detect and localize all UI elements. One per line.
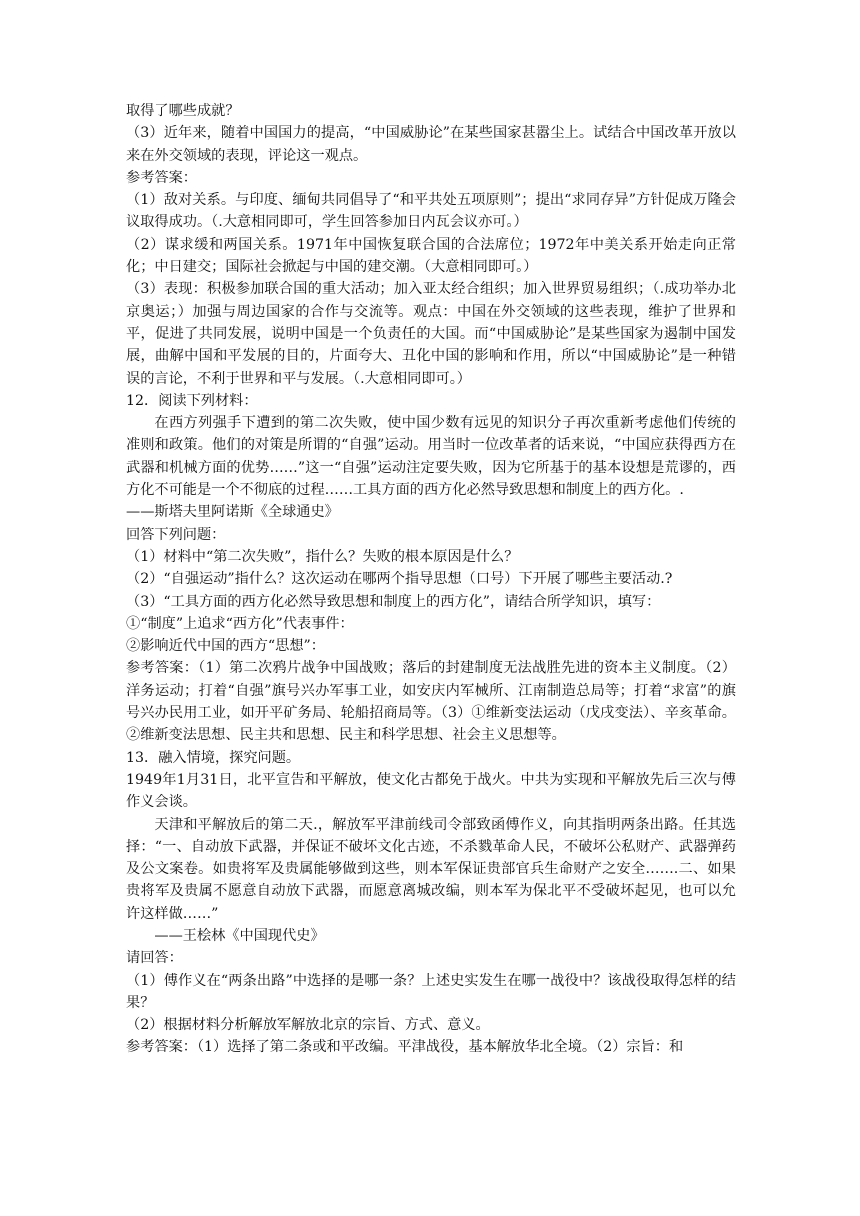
answer-continuation: 取得了哪些成就？ bbox=[126, 103, 240, 119]
question-12-title: 12．阅读下列材料： bbox=[126, 392, 258, 409]
question-12-2: （2）“自强运动”指什么？这次运动在哪两个指导思想（口号）下开展了哪些主要活动.? bbox=[126, 571, 673, 588]
question-13-1: （1）傅作义在“两条出路”中选择的是哪一条？上述史实发生在哪一战役中？该战役取得怎样的结果？ bbox=[126, 972, 736, 1011]
fill-item-1: ①“制度”上追求“西方化”代表事件： bbox=[126, 615, 354, 632]
material-letter: 天津和平解放后的第二天.，解放军平津前线司令部致函傅作义，向其指明两条出路。任其选择：“一、自动放下武器，并保证不破坏文化古迹，不杀戮革命人民，不破坏公私财产、武器弹药及公文案卷。如贵将军及贵属能够做到这些，则本军保证贵部官兵生命财产之安全…….二、如果贵将军及贵属不愿意自动放下武器，而愿意离城改编，则本军为保北平不受破坏起见，也可以允许这样做……” bbox=[126, 816, 736, 922]
questions-heading: 回答下列问题： bbox=[126, 526, 226, 543]
answer-13: 参考答案：（1）选择了第二条或和平改编。平津战役，基本解放华北全境。（2）宗旨：和 bbox=[126, 1039, 684, 1056]
question-12-3: （3）“工具方面的西方化必然导致思想和制度上的西方化”，请结合所学知识，填写： bbox=[126, 593, 661, 610]
answer-12: 参考答案：（1）第二次鸦片战争中国战败；落后的封建制度无法战胜先进的资本主义制度。（2）洋务运动；打着“自强”旗号兴办军事工业，如安庆内军械所、江南制造总局等；打着“求富”的旗号兴办民用工业，如开平矿务局、轮船招商局等。（3）①维新变法运动（戊戌变法）、辛亥革命。②维新变法思想、民主共和思想、民主和科学思想、社会主义思想等。 bbox=[126, 660, 736, 744]
question-12-1: （1）材料中“第二次失败”，指什么？失败的根本原因是什么？ bbox=[126, 548, 519, 565]
material-source-2: ——王桧林《中国现代史》 bbox=[154, 927, 325, 944]
question-3: （3）近年来，随着中国国力的提高，“中国威胁论”在某些国家甚嚣尘上。试结合中国改革开放以来在外交领域的表现，评论这一观点。 bbox=[126, 125, 736, 164]
document-page bbox=[126, 100, 736, 1059]
fill-item-2: ②影响近代中国的西方“思想”： bbox=[126, 638, 325, 655]
question-13-title: 13．融入情境，探究问题。 bbox=[126, 749, 301, 766]
answer-1: （1）敌对关系。与印度、缅甸共同倡导了“和平共处五项原则”；提出“求同存异”方针促成万隆会议取得成功。（.大意相同即可，学生回答参加日内瓦会议亦可。） bbox=[126, 192, 736, 231]
context-paragraph: 1949年1月31日，北平宣告和平解放，使文化古都免于战火。中共为实现和平解放先后三次与傅作义会谈。 bbox=[126, 771, 736, 811]
answer-heading: 参考答案： bbox=[126, 169, 197, 186]
answer-prompt: 请回答： bbox=[126, 950, 183, 967]
answer-2: （2）谋求缓和两国关系。1971年中国恢复联合国的合法席位；1972年中美关系开始走向正常化；中日建交；国际社会掀起与中国的建交潮。（大意相同即可。） bbox=[126, 236, 736, 276]
material-quote: 在西方列强手下遭到的第二次失败，使中国少数有远见的知识分子再次重新考虑他们传统的准则和政策。他们的对策是所谓的“自强”运动。用当时一位改革者的话来说，“中国应获得西方在武器和机械方面的优势……”这一“自强”运动注定要失败，因为它所基于的基本设想是荒谬的，西方化不可能是一个不彻底的过程……工具方面的西方化必然导致思想和制度上的西方化。. bbox=[126, 415, 736, 499]
material-source: ——斯塔夫里阿诺斯《全球通史》 bbox=[126, 504, 339, 521]
answer-3: （3）表现：积极参加联合国的重大活动；加入亚太经合组织；加入世界贸易组织；（.成功举办北京奥运；）加强与周边国家的合作与交流等。观点：中国在外交领域的这些表现，维护了世界和平，促进了共同发展，说明中国是一个负责任的大国。而“中国威胁论”是某些国家为遏制中国发展，曲解中国和平发展的目的，片面夸大、丑化中国的影响和作用，所以“中国威胁论”是一种错误的言论，不利于世界和平与发展。（.大意相同即可。） bbox=[126, 281, 736, 387]
question-13-2: （2）根据材料分析解放军解放北京的宗旨、方式、意义。 bbox=[126, 1017, 490, 1034]
